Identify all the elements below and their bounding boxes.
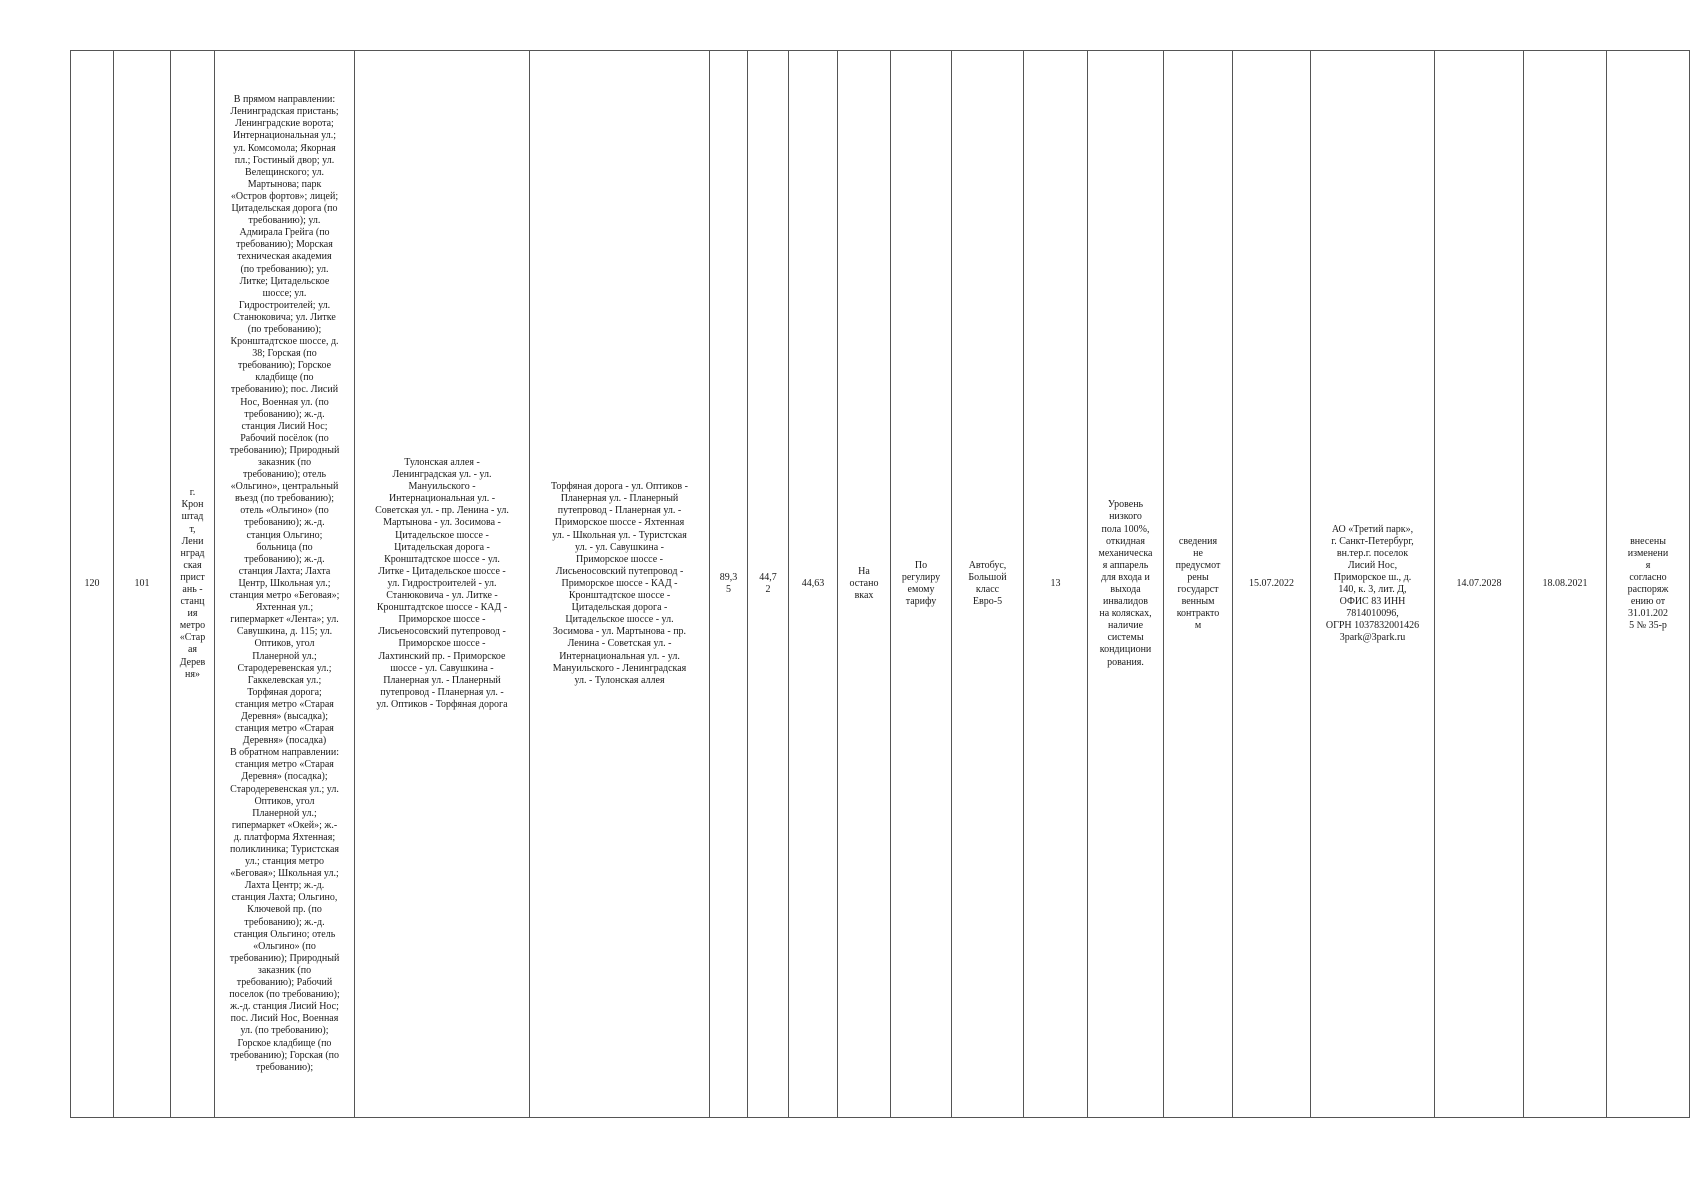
streets-forward-cell: Тулонская аллея - Ленинградская ул. - ул. Мануильского - Интернациональная ул. - Советская ул. - пр. Ленина - ул. Мартынова - ул. Зосимова - Цитадельское шоссе - Цитадельская дорога - Кронштадтское шоссе - ул. Литке - Цитадельское шоссе - ул. Гидростроителей - ул. Станюковича - ул. Литке - Кронштадтское шоссе - КАД - Приморское шоссе - Лисьеносовский путепровод - Приморское шоссе - Лахтинский пр. - Приморское шоссе - ул. Савушкина - Планерная ул. - Планерный путепровод - Планерная ул. - ул. Оптиков - Торфяная дорога bbox=[355, 51, 530, 1118]
registration-number-cell: 120 bbox=[71, 51, 114, 1118]
table-row bbox=[71, 51, 1690, 1118]
route-name-cell: г. Крон штад т, Лени нград ская прист ань - станц ия метро «Стар ая Дерев ня» bbox=[171, 51, 215, 1118]
contract-info-cell: сведения не предусмот рены государст венным контракто м bbox=[1164, 51, 1233, 1118]
length-total-cell: 44,63 bbox=[789, 51, 838, 1118]
length-backward-cell: 44,7 2 bbox=[748, 51, 789, 1118]
streets-backward-cell: Торфяная дорога - ул. Оптиков - Планерная ул. - Планерный путепровод - Планерная ул. - Приморское шоссе - Яхтенная ул. - Школьная ул. - Туристская ул. - ул. Савушкина - Приморское шоссе - Лисьеносовский путепровод - Приморское шоссе - КАД - Кронштадтское шоссе - Цитадельская дорога - Цитадельское шоссе - ул. Зосимова - ул. Мартынова - пр. Ленина - Советская ул. - Интернациональная ул. - ул. Мануильского - Ленинградская ул. - Тулонская аллея bbox=[530, 51, 710, 1118]
length-forward-cell: 89,3 5 bbox=[710, 51, 748, 1118]
change-date-cell: 18.08.2021 bbox=[1524, 51, 1607, 1118]
vehicle-features-cell: Уровень низкого пола 100%, откидная механическа я аппарель для входа и выхода инвалидов на колясках, наличие системы кондициони рования. bbox=[1088, 51, 1164, 1118]
vehicle-count-cell: 13 bbox=[1024, 51, 1088, 1118]
stops-list-cell: В прямом направлении: Ленинградская пристань; Ленинградские ворота; Интернациональная ул.; ул. Комсомола; Якорная пл.; Гостиный двор; ул. Велещинского; ул. Мартынова; парк «Остров фортов»; лицей; Цитадельская дорога (по требованию); ул. Адмирала Грейга (по требованию); Морская техническая академия (по требованию); ул. Литке; Цитадельское шоссе; ул. Гидростроителей; ул. Станюковича; ул. Литке (по требованию); Кронштадтское шоссе, д. 38; Горская (по требованию); Горское кладбище (по требованию); пос. Лисий Нос, Военная ул. (по требованию); ж.-д. станция Лисий Нос; Рабочий посёлок (по требованию); Природный заказник (по требованию); отель «Ольгино», центральный въезд (по требованию); отель «Ольгино» (по требованию); ж.-д. станция Ольгино; больница (по требованию); ж.-д. станция Лахта; Лахта Центр, Школьная ул.; станция метро «Беговая»; Яхтенная ул.; гипермаркет «Лента»; ул. Савушкина, д. 115; ул. Оптиков, угол Планерной ул.; Стародеревенская ул.; Гаккелевская ул.; Торфяная дорога; станция метро «Старая Деревня» (высадка); станция метро «Старая Деревня» (посадка) В обратном направлении: станция метро «Старая Деревня» (посадка); Стародеревенская ул.; ул. Оптиков, угол Планерной ул.; гипермаркет «Окей»; ж.- д. платформа Яхтенная; поликлиника; Туристская ул.; станция метро «Беговая»; Школьная ул.; Лахта Центр; ж.-д. станция Лахта; Ольгино, Ключевой пр. (по требованию); ж.-д. станция Ольгино; отель «Ольгино» (по требованию); Природный заказник (по требованию); Рабочий поселок (по требованию); ж.-д. станция Лисий Нос; пос. Лисий Нос, Военная ул. (по требованию); Горское кладбище (по требованию); Горская (по требованию); bbox=[215, 51, 355, 1118]
vehicle-type-cell: Автобус, Большой класс Евро-5 bbox=[952, 51, 1024, 1118]
route-number-cell: 101 bbox=[114, 51, 171, 1118]
route-registry-table bbox=[70, 50, 1690, 1118]
carrier-cell: АО «Третий парк», г. Санкт-Петербург, вн.тер.г. поселок Лисий Нос, Приморское ш., д. 140, к. 3, лит. Д, ОФИС 83 ИНН 7814010096, ОГРН 1037832001426 3park@3park.ru bbox=[1311, 51, 1435, 1118]
boarding-order-cell: На остано вках bbox=[838, 51, 891, 1118]
tariff-cell: По регулиру емому тарифу bbox=[891, 51, 952, 1118]
end-date-cell: 14.07.2028 bbox=[1435, 51, 1524, 1118]
start-date-cell: 15.07.2022 bbox=[1233, 51, 1311, 1118]
notes-cell: внесены изменени я согласно распоряж ению от 31.01.202 5 № 35-р bbox=[1607, 51, 1690, 1118]
